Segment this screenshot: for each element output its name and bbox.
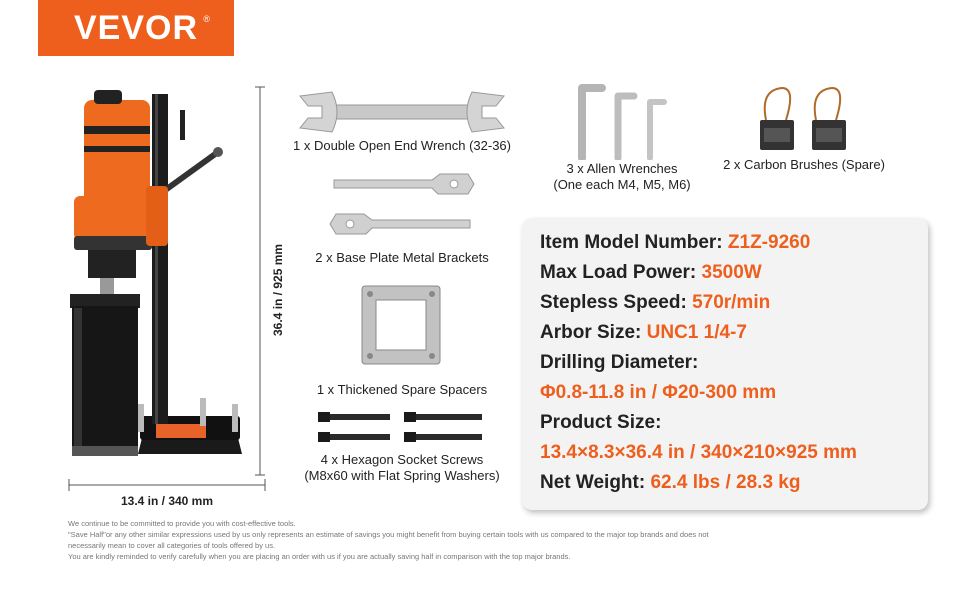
wrench-caption: 1 x Double Open End Wrench (32-36) — [293, 138, 511, 153]
height-dimension-line — [254, 86, 266, 476]
spec-stepless-speed: Stepless Speed: 570r/min — [540, 292, 771, 313]
brackets-caption: 2 x Base Plate Metal Brackets — [315, 250, 489, 265]
spec-arbor-size: Arbor Size: UNC1 1/4-7 — [540, 322, 747, 343]
screws-sublabel: (M8x60 with Flat Spring Washers) — [304, 468, 500, 483]
registered-mark: ® — [203, 14, 210, 24]
spec-max-load-power: Max Load Power: 3500W — [540, 262, 762, 283]
base-plate-brackets-image — [328, 172, 476, 242]
screws-caption — [286, 452, 518, 484]
double-open-end-wrench-image — [296, 88, 508, 136]
spacers-caption: 1 x Thickened Spare Spacers — [316, 382, 488, 397]
carbon-brushes-image — [756, 80, 852, 154]
allen-wrenches-sublabel: (One each M4, M5, M6) — [553, 177, 691, 192]
allen-wrenches-caption — [536, 161, 708, 193]
core-drill-image — [60, 86, 250, 476]
spare-spacer-image — [358, 282, 444, 368]
disclaimer-text — [68, 518, 868, 562]
width-dimension-line — [68, 478, 266, 492]
allen-wrenches-image — [574, 84, 670, 160]
screws-label: 4 x Hexagon Socket Screws — [320, 452, 484, 467]
hexagon-screws-image — [316, 408, 488, 446]
carbon-brushes-caption: 2 x Carbon Brushes (Spare) — [723, 157, 885, 172]
disclaimer-line: "Save Half"or any other similar expressions used by us only represents an estimate of savings you might benefit from buying certain tools with us compared to the major top brands and does not — [68, 530, 709, 539]
allen-wrenches-label: 3 x Allen Wrenches — [566, 161, 678, 176]
disclaimer-line: necessarily mean to cover all categories of tools offered by us. — [68, 541, 276, 550]
spec-model-number: Item Model Number: Z1Z-9260 — [540, 232, 811, 253]
vevor-logo — [38, 0, 234, 56]
spec-drilling-diameter-value: Φ0.8-11.8 in / Φ20-300 mm — [540, 382, 777, 403]
width-dimension-label: 13.4 in / 340 mm — [120, 494, 214, 508]
height-dimension-label: 36.4 in / 925 mm — [271, 243, 285, 337]
spec-net-weight: Net Weight: 62.4 lbs / 28.3 kg — [540, 472, 801, 493]
brand-name: VEVOR — [73, 8, 199, 47]
specifications-panel — [522, 218, 928, 510]
disclaimer-line: We continue to be committed to provide you with cost-effective tools. — [68, 519, 296, 528]
disclaimer-line: You are kindly reminded to verify carefully when you are placing an order with us if you are actually saving half in comparison with the top major brands. — [68, 552, 571, 561]
spec-product-size-value: 13.4×8.3×36.4 in / 340×210×925 mm — [540, 442, 857, 463]
spec-product-size-label: Product Size: — [540, 412, 662, 433]
spec-drilling-diameter-label: Drilling Diameter: — [540, 352, 699, 373]
